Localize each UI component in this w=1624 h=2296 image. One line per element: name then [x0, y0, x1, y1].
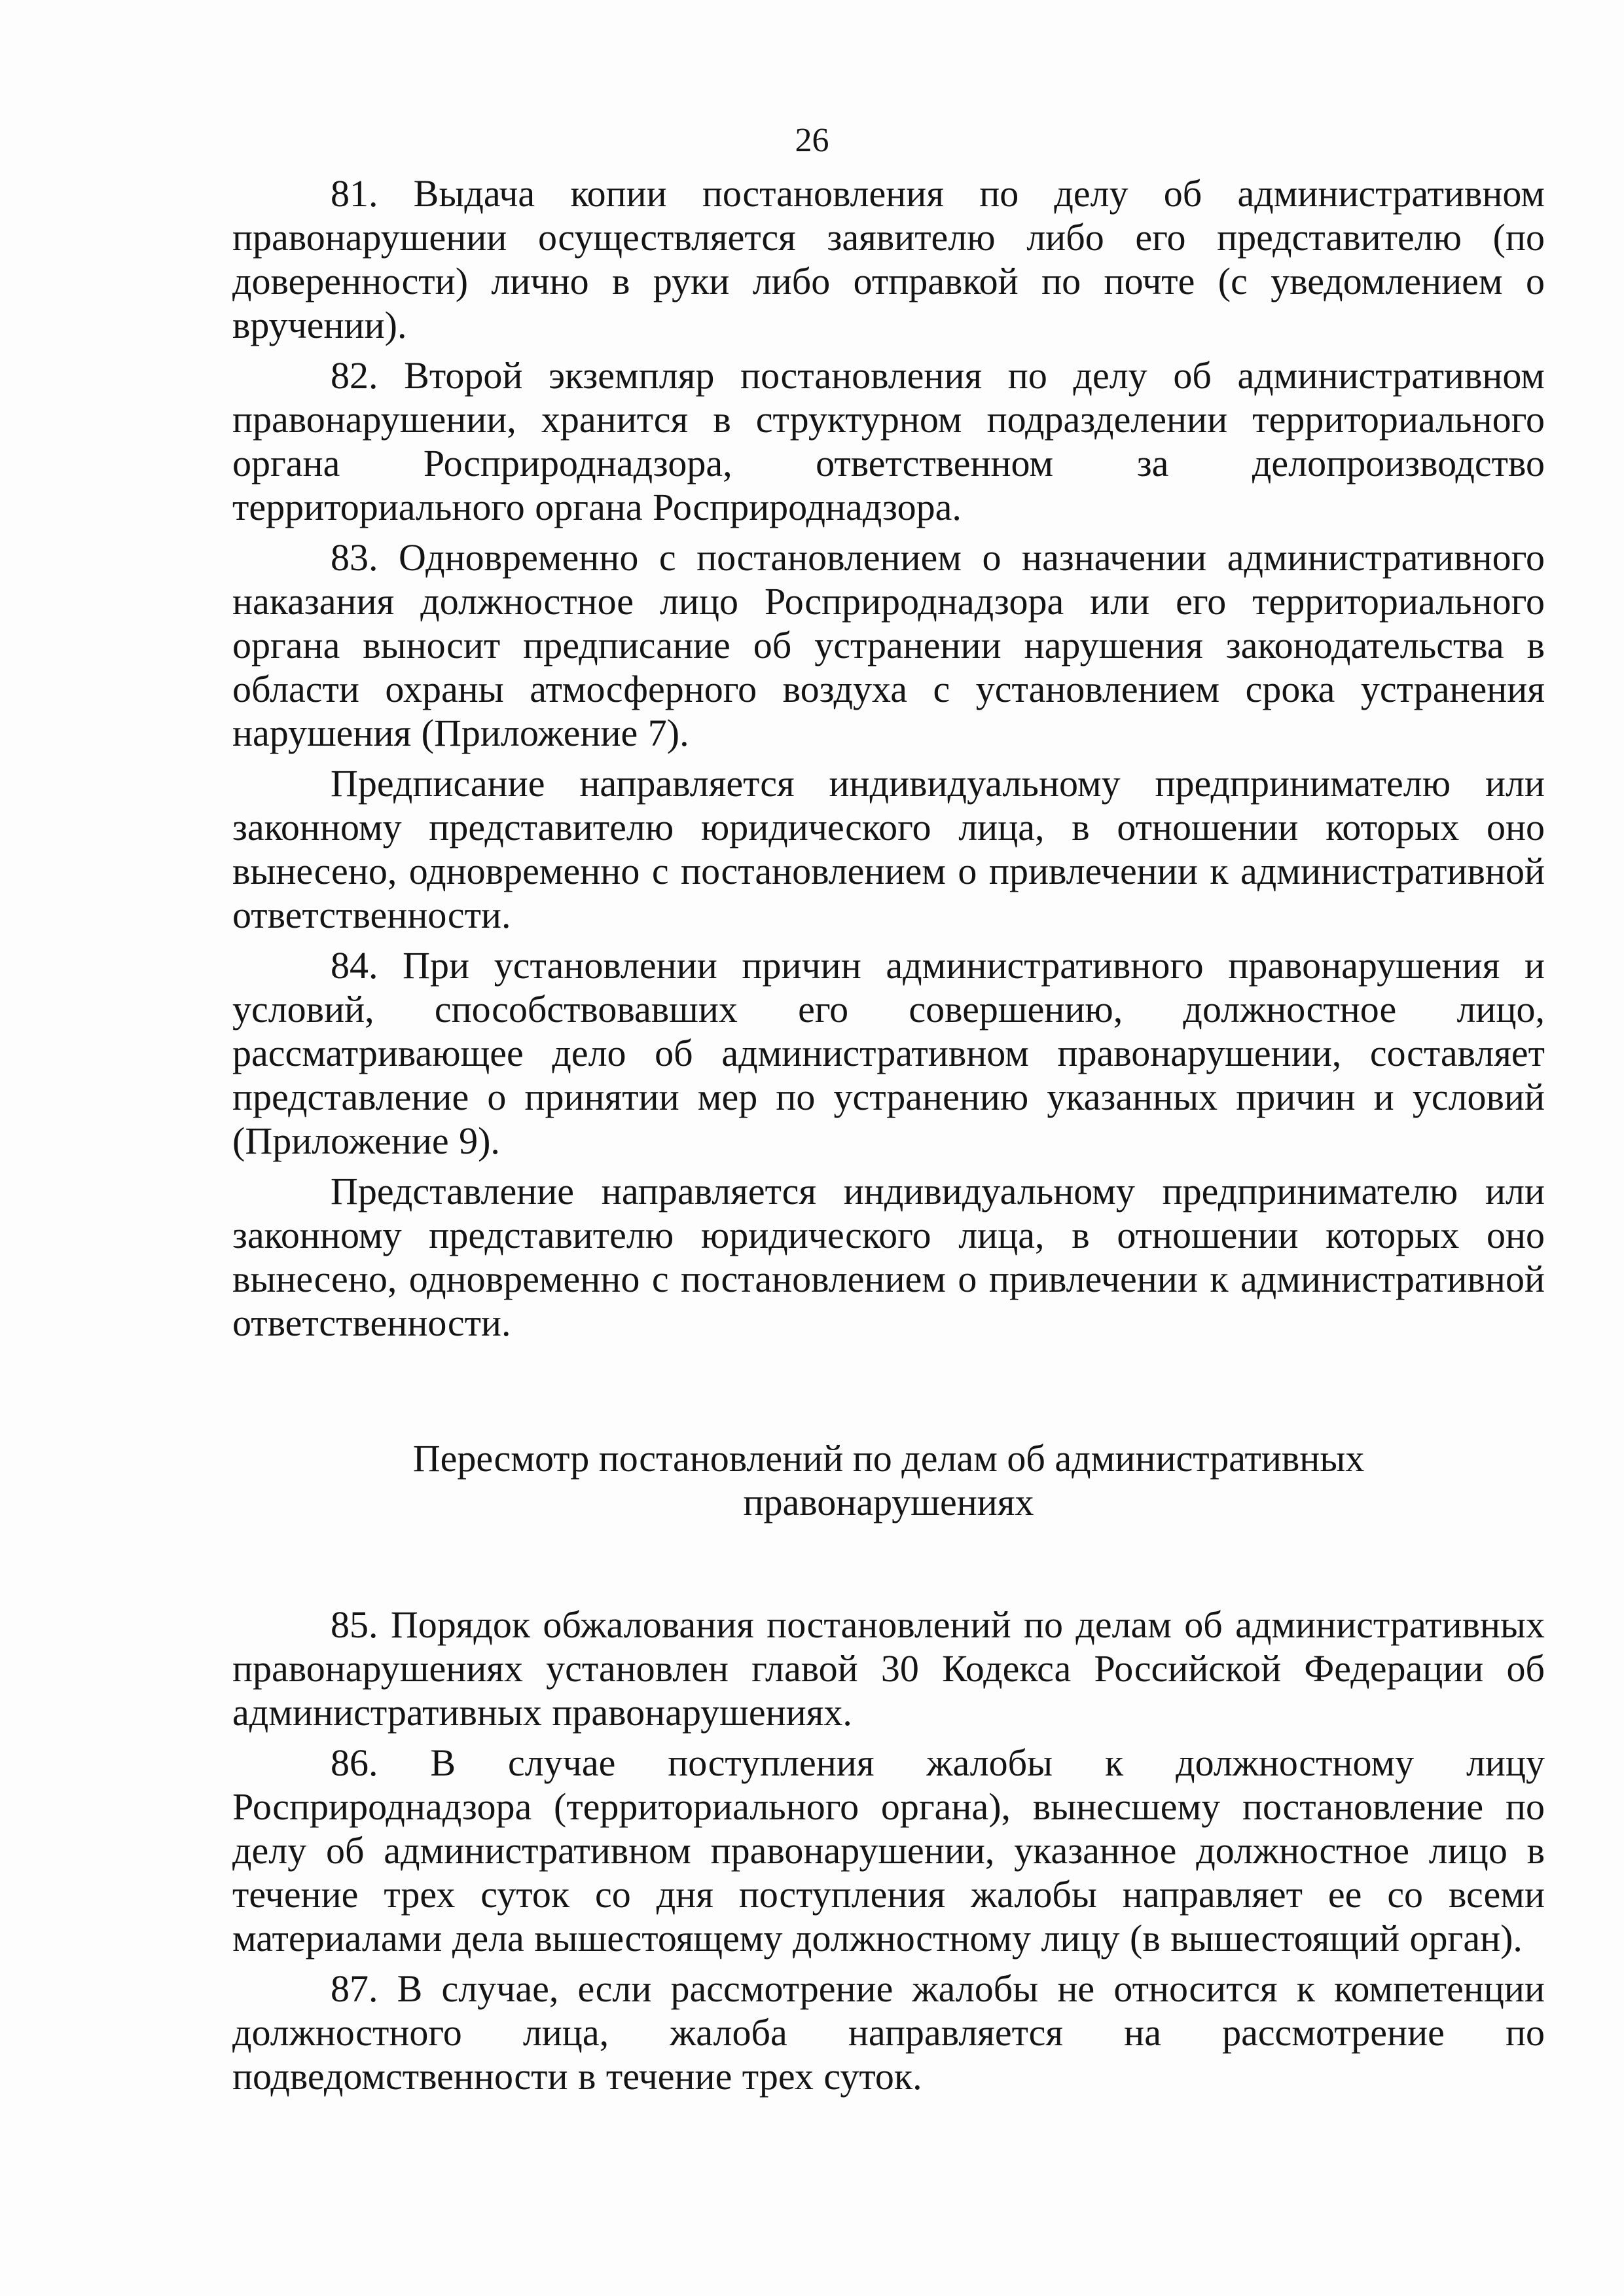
page-number: 26	[795, 122, 829, 159]
paragraph-81: 81. Выдача копии постановления по делу об административном правонарушении осуществляется заявителю либо его представителю (по доверенности) лично в руки либо отправкой по почте (с уведомлением о вручении).	[232, 172, 1545, 346]
paragraph-84-submission: Представление направляется индивидуальному предпринимателю или законному представителю юридического лица, в отношении которых оно вынесено, одновременно с постановлением о привлечении к административной ответственности.	[232, 1170, 1545, 1344]
section-heading	[232, 1436, 1545, 1524]
paragraph-86: 86. В случае поступления жалобы к должностному лицу Росприроднадзора (территориального органа), вынесшему постановление по делу об административном правонарушении, указанное должностное лицо в течение трех суток со дня поступления жалобы направляет ее со всеми материалами дела вышестоящему должностному лицу (в вышестоящий орган).	[232, 1741, 1545, 1959]
section-heading-line-2: правонарушениях	[743, 1481, 1034, 1523]
paragraph-87: 87. В случае, если рассмотрение жалобы не относится к компетенции должностного лица, жалоба направляется на рассмотрение по подведомственности в течение трех суток.	[232, 1967, 1545, 2098]
paragraph-84: 84. При установлении причин административного правонарушения и условий, способствовавших его совершению, должностное лицо, рассматривающее дело об административном правонарушении, составляет представление о принятии мер по устранению указанных причин и условий (Приложение 9).	[232, 944, 1545, 1162]
paragraph-82: 82. Второй экземпляр постановления по делу об административном правонарушении, хранится в структурном подразделении территориального органа Росприроднадзора, ответственном за делопроизводство территориального органа Росприроднадзора.	[232, 354, 1545, 528]
section-heading-line-1: Пересмотр постановлений по делам об административных	[412, 1437, 1365, 1480]
paragraph-85: 85. Порядок обжалования постановлений по делам об административных правонарушениях установлен главой 30 Кодекса Российской Федерации об административных правонарушениях.	[232, 1603, 1545, 1734]
paragraph-83: 83. Одновременно с постановлением о назначении административного наказания должностное лицо Росприроднадзора или его территориального органа выносит предписание об устранении нарушения законодательства в области охраны атмосферного воздуха с установлением срока устранения нарушения (Приложение 7).	[232, 536, 1545, 754]
paragraph-83-prescription: Предписание направляется индивидуальному предпринимателю или законному представителю юридического лица, в отношении которых оно вынесено, одновременно с постановлением о привлечении к административной ответственности.	[232, 762, 1545, 936]
document-body	[232, 172, 1545, 2105]
